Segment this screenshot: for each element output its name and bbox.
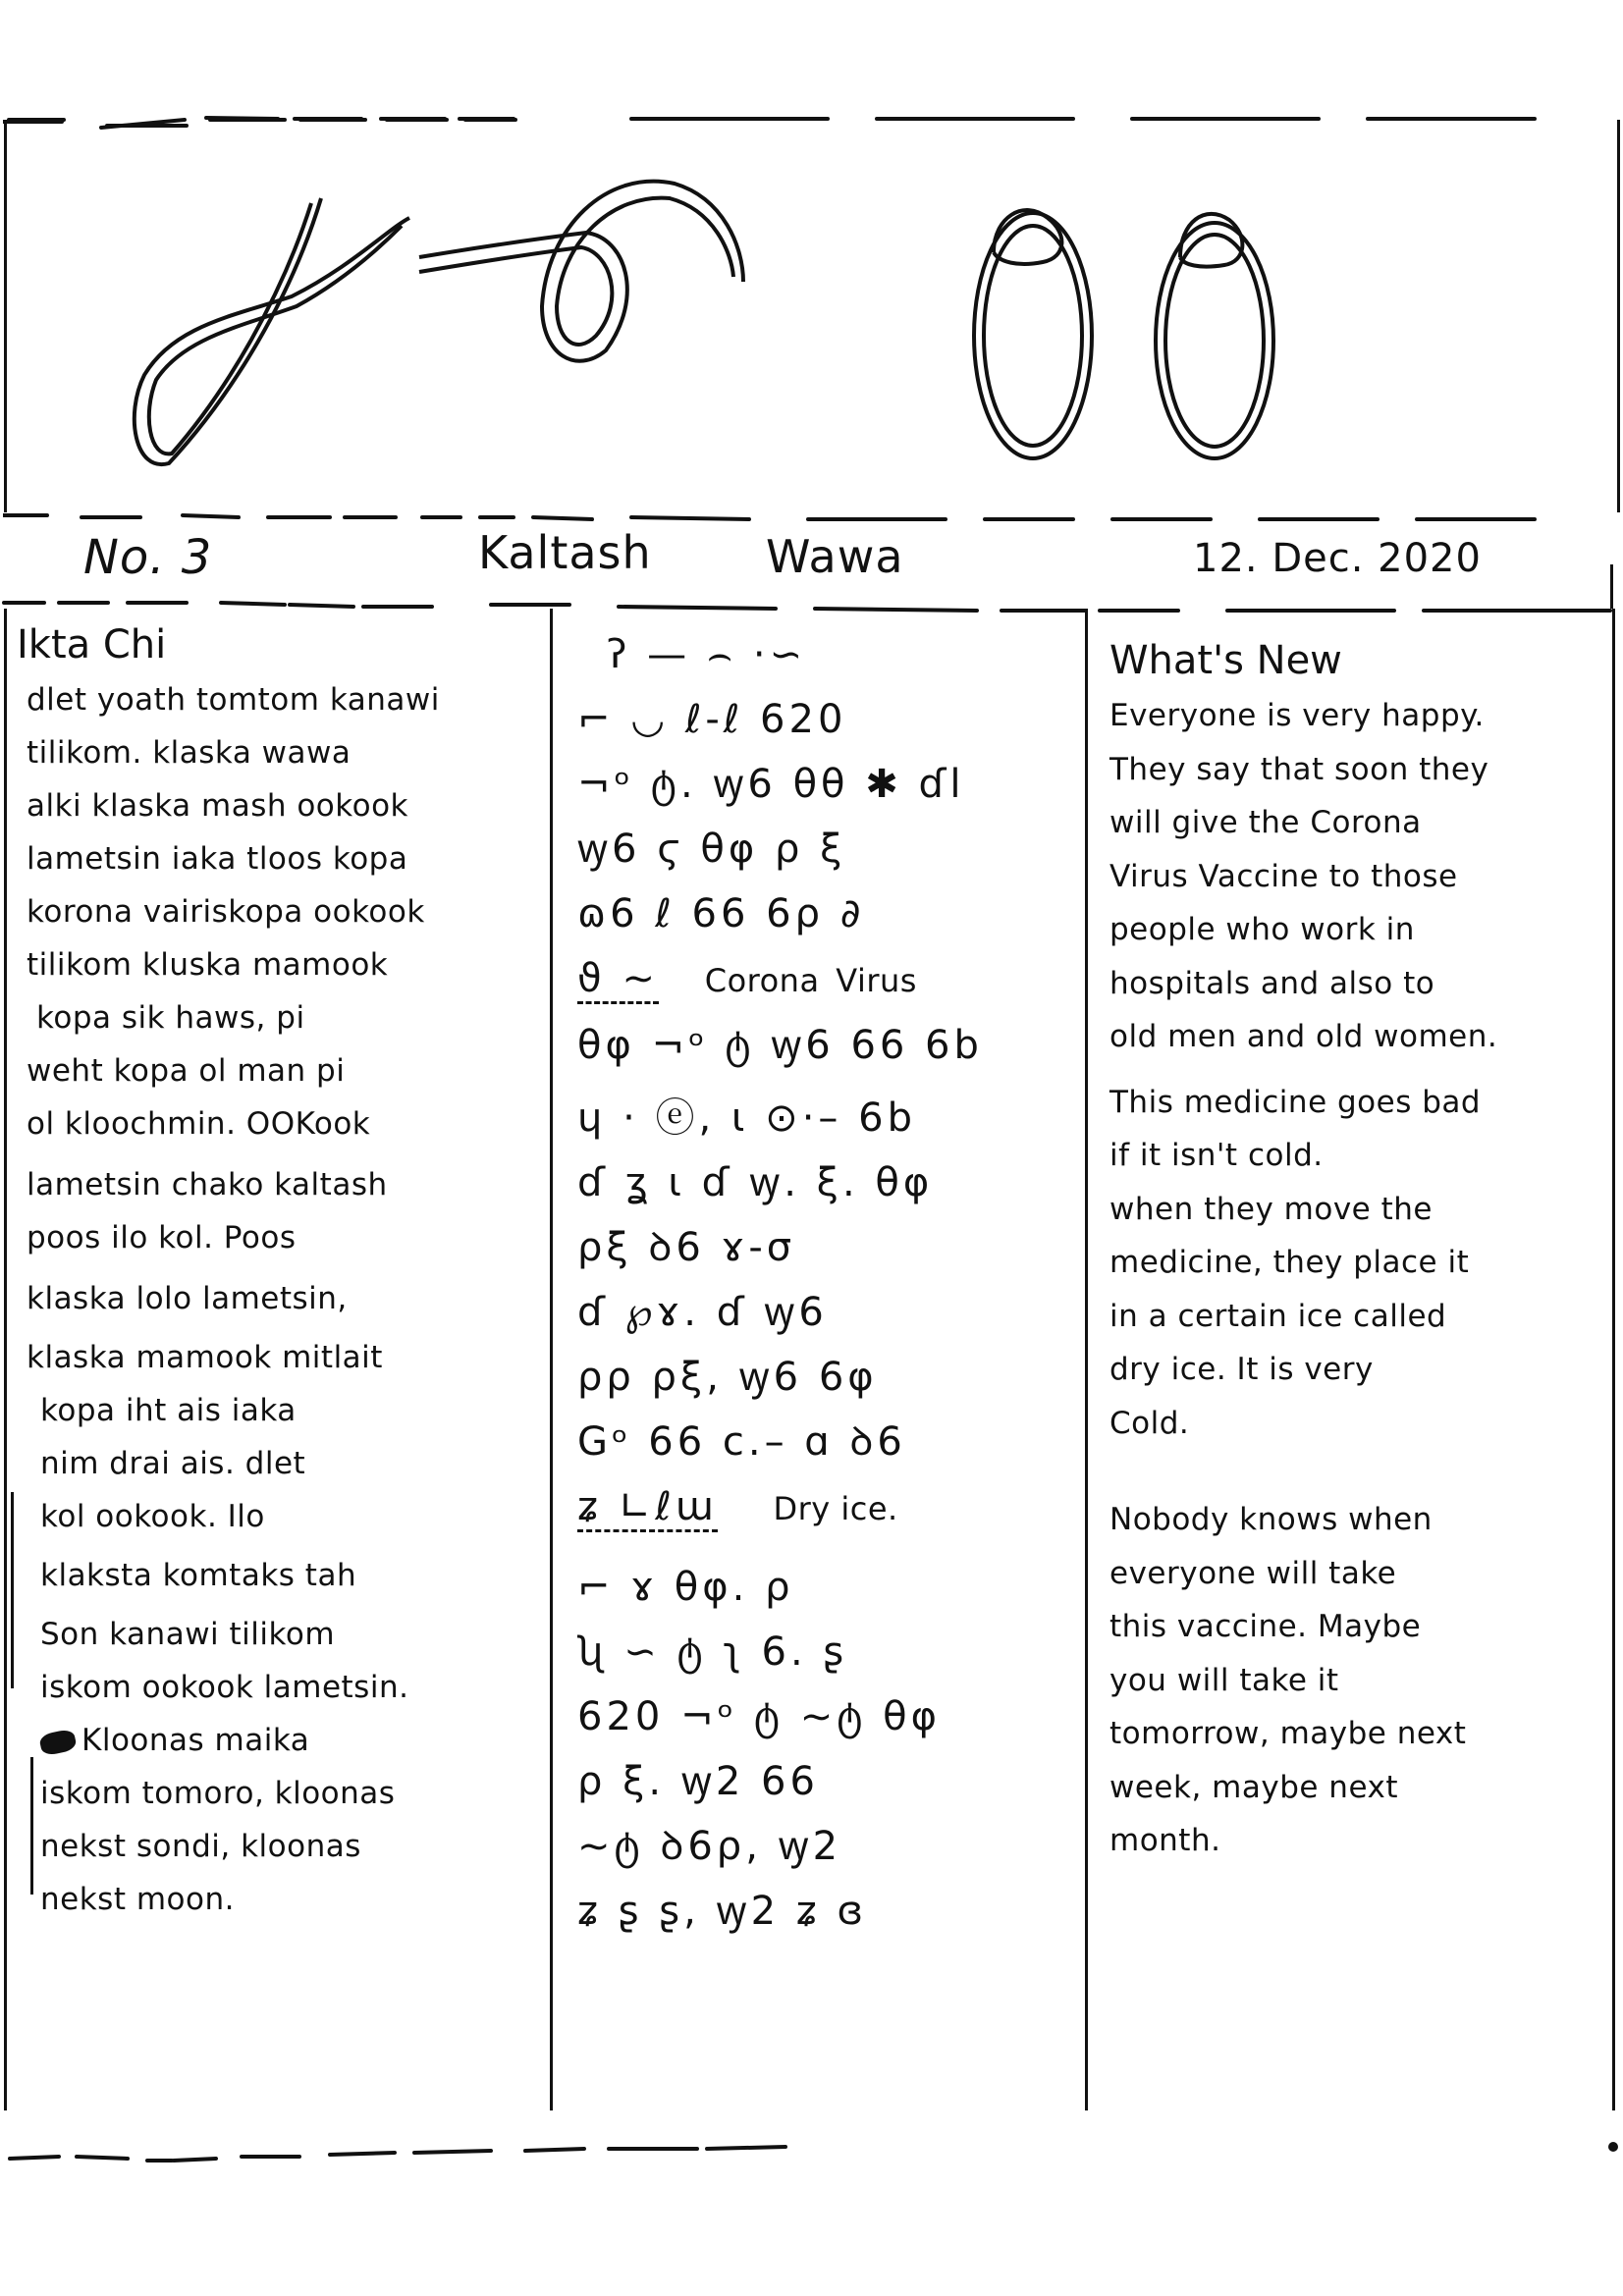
article-line: klaska lolo lametsin, [27,1281,348,1316]
chinook-pipa-masthead-icon [95,179,1391,473]
news-line: hospitals and also to [1109,965,1435,1001]
shorthand-line: ɷ6 ℓ 66 6ρ ∂ [577,891,865,936]
shorthand-line: ɗ ʓ ι ɗ ꝡ. ξ. θφ [577,1160,934,1205]
middle-column-shorthand [550,609,1085,2110]
article-line: weht kopa ol man pi [27,1053,346,1089]
news-line: Everyone is very happy. [1109,698,1485,733]
article-line: poos ilo kol. Poos [27,1220,297,1255]
masthead-box [4,120,1620,512]
article-line: iskom tomoro, kloonas [40,1776,396,1811]
crossed-out-scribble-icon [38,1728,78,1756]
article-line: nekst sondi, kloonas [40,1829,361,1864]
article-line: lametsin chako kaltash [27,1167,388,1202]
issue-date: 12. Dec. 2020 [1193,536,1482,581]
left-column-heading: Ikta Chi [17,622,167,667]
shorthand-line: Gᵒ 66 c.– ɑ ꝺ6 [577,1419,906,1465]
shorthand-line: ∼ტ ꝺ6ρ, ꝡ2 [577,1824,842,1869]
news-line: people who work in [1109,912,1415,947]
shorthand-line [577,946,1085,1013]
news-paragraph-2 [1109,1076,1612,1451]
article-line: klaksta komtaks tah [40,1558,357,1593]
issue-number: No. 3 [83,530,213,585]
shorthand-line: ɥ · ⓔ, ι ⊙·– 6b [577,1095,916,1141]
article-line: alki klaska mash ookook [27,788,409,824]
article-line: iskom ookook lametsin. [40,1670,409,1705]
news-paragraph-3 [1109,1493,1612,1868]
news-line: week, maybe next [1109,1769,1398,1805]
article-line [27,1714,550,1767]
article-line: tilikom. klaska wawa [27,735,352,771]
shorthand-line: ʑ ʂ ʂ, ꝡ2 ʑ ɞ [577,1889,868,1934]
news-line: old men and old women. [1109,1019,1498,1054]
shorthand-line: ʯ ∽ ტ ʅ 6. ʂ [577,1629,848,1675]
shorthand-line: ꝡ6 ϛ θφ ρ ξ [577,827,846,872]
right-column-article [1085,609,1615,2110]
margin-bracket [11,1492,14,1688]
shorthand-line: 620 ¬ᵒ ტ ∼ტ θφ [577,1694,941,1739]
news-line: This medicine goes bad [1109,1084,1482,1120]
shorthand-line: ⌐ ◡ ℓ-ℓ 620 [577,697,847,742]
article-line: ol kloochmin. OOKook [27,1106,371,1142]
shorthand-line [577,1474,1085,1541]
shorthand-line: ʔ — ⌢ ·∽ [607,632,807,677]
shorthand-glyph: ϑ ∼ [577,956,659,1004]
news-line: tomorrow, maybe next [1109,1716,1467,1751]
shorthand-line: ρρ ρξ, ꝡ6 6φ [577,1355,878,1400]
page-bottom-border [0,2135,1623,2174]
shorthand-line: ¬ᵒ ტ. ꝡ6 θθ ✱ ɗl [577,762,965,807]
news-line: medicine, they place it [1109,1245,1470,1280]
article-line: nim drai ais. dlet [40,1446,306,1481]
article-line: Son kanawi tilikom [40,1617,336,1652]
infobar-right-tick [1610,564,1613,609]
shorthand-glyph: ʑ ∟ℓɯ [577,1484,718,1532]
news-line: in a certain ice called [1109,1298,1447,1334]
news-line: Virus Vaccine to those [1109,858,1458,894]
article-line: kol ookook. Ilo [40,1499,265,1534]
article-line: lametsin iaka tloos kopa [27,841,408,877]
newspaper-name-part1: Kaltash [478,526,652,579]
left-column-article [4,609,550,2110]
shorthand-line: ρ ξ. ꝡ2 66 [577,1759,819,1804]
news-line: when they move the [1109,1191,1433,1227]
article-line: kopa sik haws, pi [36,1000,305,1036]
article-line: kopa iht ais iaka [40,1393,297,1428]
news-line: Cold. [1109,1405,1190,1441]
margin-bracket [30,1757,33,1895]
news-line: Nobody knows when [1109,1502,1433,1537]
shorthand-line: ɗ ℘ɤ. ɗ ꝡ6 [577,1290,828,1335]
shorthand-line: ρξ ꝺ6 ɤ-σ [577,1225,796,1270]
article-line: dlet yoath tomtom kanawi [27,682,440,718]
masthead-top-border [3,110,1613,130]
news-line: everyone will take [1109,1555,1397,1591]
inline-word-dry-ice: Dry ice. [773,1490,898,1527]
news-line: you will take it [1109,1662,1339,1698]
news-line: month. [1109,1823,1221,1858]
shorthand-line: ⌐ ɤ θφ. ρ [577,1565,794,1610]
shorthand-line: θφ ¬ᵒ ტ ꝡ6 66 6b [577,1023,983,1068]
inline-word-virus: Virus [836,962,917,999]
news-line: this vaccine. Maybe [1109,1609,1422,1644]
news-line: will give the Corona [1109,805,1422,840]
news-paragraph-1 [1109,689,1612,1064]
right-column-heading: What's New [1109,638,1342,683]
news-line: dry ice. It is very [1109,1352,1374,1387]
newspaper-name-part2: Wawa [766,530,904,583]
masthead-bottom-border [3,507,1613,527]
article-line: korona vairiskopa ookook [27,894,425,930]
article-line: nekst moon. [40,1882,235,1917]
news-line: They say that soon they [1109,751,1489,787]
news-line: if it isn't cold. [1109,1138,1324,1173]
article-line: tilikom kluska mamook [27,947,389,983]
left-article-body [27,673,550,1926]
article-line-text: Kloonas maika [81,1723,310,1758]
article-line: klaska mamook mitlait [27,1340,383,1375]
inline-word-corona: Corona [704,962,820,999]
